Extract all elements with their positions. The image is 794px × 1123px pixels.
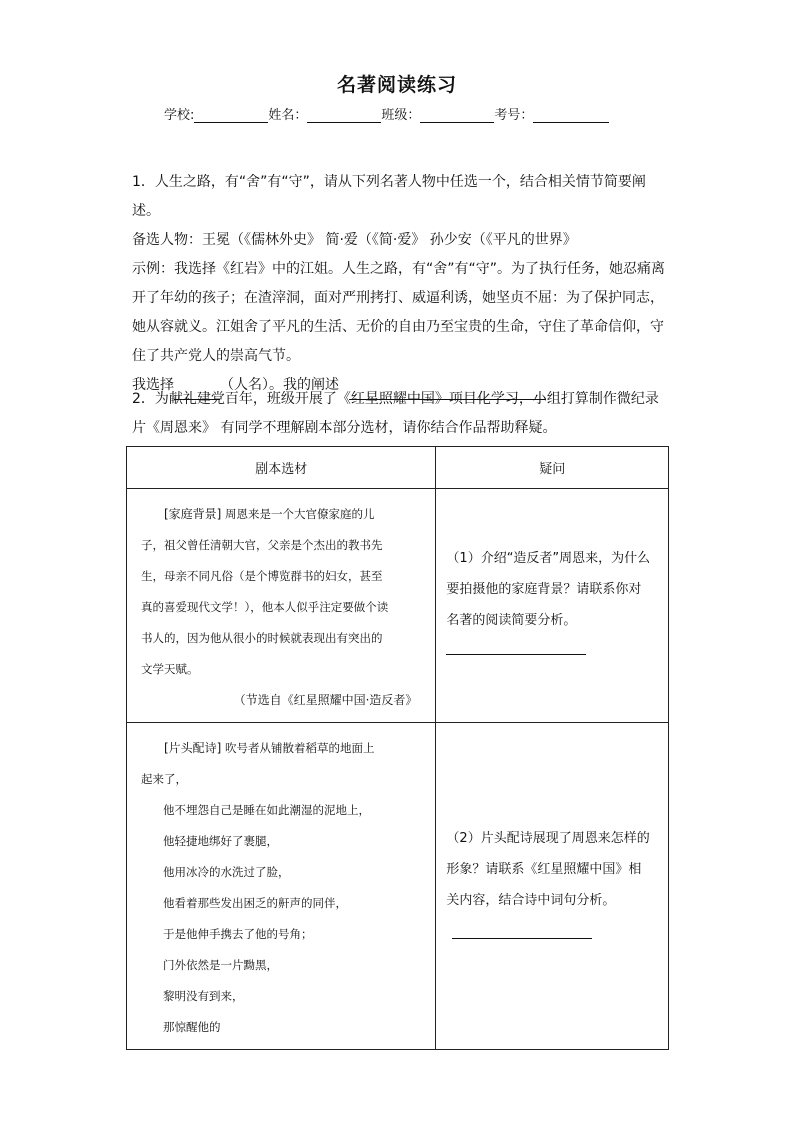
question-text: （2）片头配诗展现了周恩来怎样的 xyxy=(446,831,650,846)
script-text: 书人的，因为他从很小的时候就表现出有突出的 xyxy=(141,631,383,645)
class-blank[interactable] xyxy=(420,110,494,123)
question-text: 名著的阅读简要分析。 xyxy=(446,613,577,628)
q1-example-line: 她从容就义。江姐舍了平凡的生活、无价的自由乃至宝贵的生命，守住了革命信仰，守 xyxy=(132,319,664,335)
question-2 xyxy=(132,385,672,443)
school-blank[interactable] xyxy=(194,110,268,123)
name-label: 姓名： xyxy=(268,108,308,123)
question-text: 关内容，结合诗中词句分析。 xyxy=(446,893,616,908)
poem-line: 他不埋怨自己是睡在如此潮湿的泥地上， xyxy=(163,803,370,817)
question-cell-1 xyxy=(436,489,669,723)
source-citation: （节选自《红星照耀中国·造反者》 xyxy=(233,693,418,707)
q1-prompt: 1．人生之路，有“舍”有“守”，请从下列名著人物中任选一个，结合相关情节简要阐述。 xyxy=(132,174,646,219)
poem-line: 于是他伸手携去了他的号角； xyxy=(163,927,313,941)
name-blank[interactable] xyxy=(307,110,381,123)
poem-line: 他用冰冷的水洗过了脸， xyxy=(163,865,290,879)
script-cell-poem xyxy=(127,723,436,1050)
script-text: 周恩来是一个大官僚家庭的儿 xyxy=(225,507,375,521)
script-text: 子，祖父曾任清朝大官，父亲是个杰出的教书先 xyxy=(141,538,383,552)
table-header-row xyxy=(127,447,669,489)
q2-prompt-line: 片《周恩来》 有同学不理解剧本部分选材，请你结合作品帮助释疑。 xyxy=(132,420,557,436)
q1-example-line: 开了年幼的孩子；在渣滓洞，面对严刑拷打、威逼利诱，她坚贞不屈：为了保护同志， xyxy=(132,290,664,306)
poem-line: 门外依然是一片黝黑， xyxy=(163,958,278,972)
exam-no-blank[interactable] xyxy=(533,110,609,123)
page-title: 名著阅读练习 xyxy=(336,74,457,96)
section-tag: [家庭背景] xyxy=(164,507,222,521)
header-questions: 疑问 xyxy=(436,447,669,489)
question-text: 形象？请联系《红星照耀中国》相 xyxy=(446,862,642,877)
header-script-selection: 剧本选材 xyxy=(127,447,436,489)
q1-example-line: 住了共产党人的崇高气节。 xyxy=(132,348,300,364)
script-paragraph xyxy=(141,733,421,764)
school-label: 学校: xyxy=(164,108,195,123)
choose-middle: （人名）。我的阐述 xyxy=(220,377,339,393)
question-1 xyxy=(132,168,672,400)
answer-blank[interactable] xyxy=(446,638,586,655)
script-text: 生，母亲不同凡俗（是个博览群书的妇女，甚至 xyxy=(141,569,383,583)
poem-line: 他看着那些发出困乏的鼾声的同伴， xyxy=(163,896,347,910)
script-question-table xyxy=(126,446,669,1050)
question-text: 要拍摄他的家庭背景？请联系你对 xyxy=(446,582,642,597)
poem-line: 黎明没有到来， xyxy=(163,989,244,1003)
answer-blank[interactable] xyxy=(452,922,592,939)
q1-example-line: 示例：我选择《红岩》中的江姐。人生之路，有“舍”有“守”。为了执行任务，她忍痛离 xyxy=(132,261,666,277)
question-cell-2 xyxy=(436,723,669,1050)
section-tag: [片头配诗] xyxy=(164,741,222,755)
script-text: 真的喜爱现代文学！），他本人似乎注定要做个读 xyxy=(141,600,389,614)
question-text: （1）介绍“造反者”周恩来，为什么 xyxy=(446,551,651,566)
table-row xyxy=(127,489,669,723)
class-label: 班级： xyxy=(381,108,421,123)
student-info-line xyxy=(164,104,609,123)
script-paragraph xyxy=(141,499,421,530)
choose-prefix: 我选择 xyxy=(132,377,174,393)
poem-line: 他轻捷地绑好了裹腿， xyxy=(163,834,278,848)
exam-no-label: 考号： xyxy=(494,108,534,123)
q2-prompt-line: 2．为献礼建党百年，班级开展了《红星照耀中国》项目化学习，小组打算制作微纪录 xyxy=(132,391,659,407)
table-row xyxy=(127,723,669,1050)
script-cell-family xyxy=(127,489,436,723)
q1-candidates: 备选人物：王冕（《儒林外史》 简·爱（《简·爱》 孙少安（《平凡的世界》 xyxy=(132,232,577,248)
script-text: 起来了， xyxy=(141,772,187,786)
script-text: 吹号者从铺散着稻草的地面上 xyxy=(225,741,375,755)
script-text: 文学天赋。 xyxy=(141,662,199,676)
poem-line: 那惊醒他的 xyxy=(163,1020,221,1034)
